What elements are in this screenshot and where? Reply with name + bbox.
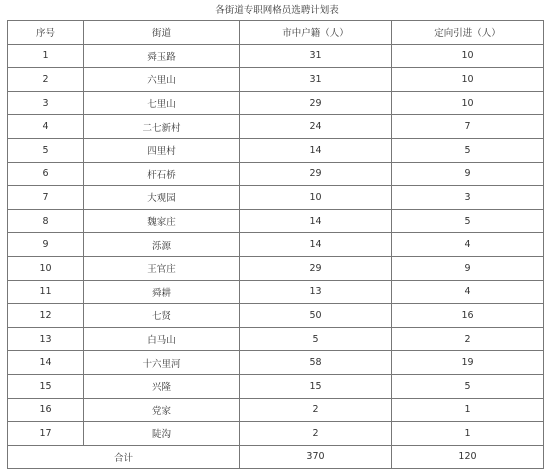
table-row (8, 91, 544, 115)
cell-index: 12 (8, 304, 84, 328)
cell-hukou: 2 (240, 422, 392, 446)
cell-street: 七里山 (84, 91, 240, 115)
total-label: 合计 (8, 445, 240, 469)
cell-street: 四里村 (84, 138, 240, 162)
table-row (8, 256, 544, 280)
cell-index: 8 (8, 209, 84, 233)
cell-index: 5 (8, 138, 84, 162)
cell-index: 3 (8, 91, 84, 115)
cell-street: 党家 (84, 398, 240, 422)
cell-hukou: 13 (240, 280, 392, 304)
cell-index: 17 (8, 422, 84, 446)
cell-index: 2 (8, 68, 84, 92)
cell-street: 六里山 (84, 68, 240, 92)
table-row (8, 138, 544, 162)
cell-street: 兴隆 (84, 374, 240, 398)
cell-directed: 1 (392, 398, 544, 422)
cell-street: 七贤 (84, 304, 240, 328)
cell-index: 14 (8, 351, 84, 375)
cell-hukou: 31 (240, 68, 392, 92)
cell-directed: 10 (392, 91, 544, 115)
cell-street: 王官庄 (84, 256, 240, 280)
cell-hukou: 29 (240, 256, 392, 280)
cell-street: 陡沟 (84, 422, 240, 446)
cell-street: 舜玉路 (84, 44, 240, 68)
cell-hukou: 14 (240, 233, 392, 257)
cell-directed: 5 (392, 138, 544, 162)
cell-index: 1 (8, 44, 84, 68)
cell-hukou: 2 (240, 398, 392, 422)
cell-hukou: 14 (240, 209, 392, 233)
cell-hukou: 24 (240, 115, 392, 139)
recruitment-plan-table (7, 20, 544, 469)
cell-street: 舜耕 (84, 280, 240, 304)
cell-hukou: 14 (240, 138, 392, 162)
cell-directed: 10 (392, 44, 544, 68)
cell-hukou: 10 (240, 186, 392, 210)
total-directed: 120 (392, 445, 544, 469)
cell-directed: 5 (392, 209, 544, 233)
table-row (8, 422, 544, 446)
cell-directed: 2 (392, 327, 544, 351)
table-row (8, 327, 544, 351)
header-index: 序号 (8, 21, 84, 45)
cell-hukou: 5 (240, 327, 392, 351)
cell-hukou: 50 (240, 304, 392, 328)
cell-directed: 5 (392, 374, 544, 398)
cell-index: 13 (8, 327, 84, 351)
cell-directed: 19 (392, 351, 544, 375)
cell-hukou: 15 (240, 374, 392, 398)
cell-index: 11 (8, 280, 84, 304)
cell-directed: 4 (392, 233, 544, 257)
cell-directed: 7 (392, 115, 544, 139)
table-row (8, 209, 544, 233)
table-row (8, 374, 544, 398)
table-row (8, 44, 544, 68)
cell-index: 7 (8, 186, 84, 210)
cell-street: 大观园 (84, 186, 240, 210)
cell-directed: 16 (392, 304, 544, 328)
header-street: 街道 (84, 21, 240, 45)
cell-hukou: 29 (240, 91, 392, 115)
cell-street: 二七新村 (84, 115, 240, 139)
cell-street: 泺源 (84, 233, 240, 257)
cell-street: 杆石桥 (84, 162, 240, 186)
cell-directed: 1 (392, 422, 544, 446)
cell-street: 十六里河 (84, 351, 240, 375)
cell-index: 16 (8, 398, 84, 422)
cell-hukou: 31 (240, 44, 392, 68)
table-row (8, 115, 544, 139)
table-row (8, 186, 544, 210)
table-row (8, 398, 544, 422)
table-row (8, 233, 544, 257)
cell-street: 白马山 (84, 327, 240, 351)
cell-index: 6 (8, 162, 84, 186)
cell-index: 10 (8, 256, 84, 280)
table-row (8, 304, 544, 328)
header-directed: 定向引进（人） (392, 21, 544, 45)
table-title: 各街道专职网格员选聘计划表 (215, 5, 339, 16)
cell-index: 9 (8, 233, 84, 257)
header-row (8, 21, 544, 45)
cell-directed: 3 (392, 186, 544, 210)
cell-directed: 9 (392, 162, 544, 186)
cell-hukou: 29 (240, 162, 392, 186)
cell-directed: 9 (392, 256, 544, 280)
total-row (8, 445, 544, 469)
table-row (8, 68, 544, 92)
cell-hukou: 58 (240, 351, 392, 375)
cell-directed: 10 (392, 68, 544, 92)
cell-directed: 4 (392, 280, 544, 304)
table-row (8, 280, 544, 304)
header-hukou: 市中户籍（人） (240, 21, 392, 45)
table-row (8, 162, 544, 186)
table-row (8, 351, 544, 375)
cell-street: 魏家庄 (84, 209, 240, 233)
cell-index: 4 (8, 115, 84, 139)
cell-index: 15 (8, 374, 84, 398)
total-hukou: 370 (240, 445, 392, 469)
